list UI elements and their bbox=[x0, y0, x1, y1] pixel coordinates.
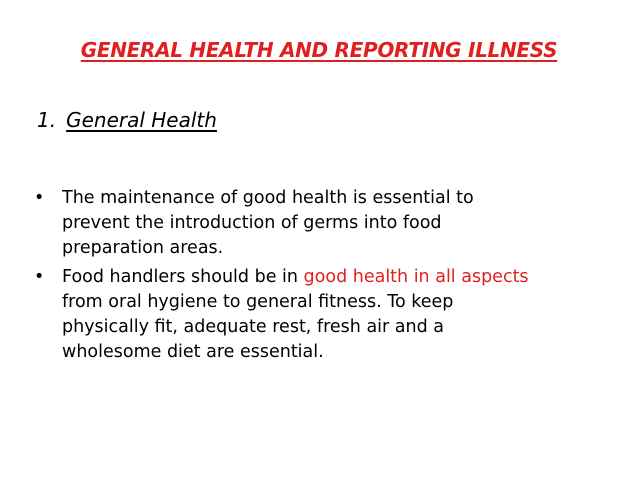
section-heading-label: General Health bbox=[66, 108, 217, 132]
bullet-line-text: Food handlers should be in bbox=[62, 267, 304, 287]
section-heading bbox=[37, 108, 217, 132]
bullet-line: The maintenance of good health is essential to bbox=[62, 188, 474, 208]
bullet-line: from oral hygiene to general fitness. To keep bbox=[62, 292, 454, 312]
bullet-item bbox=[34, 265, 624, 365]
slide-title: GENERAL HEALTH AND REPORTING ILLNESS bbox=[80, 38, 558, 62]
bullet-text bbox=[62, 186, 624, 261]
bullet-icon: • bbox=[34, 267, 45, 287]
bullet-item bbox=[34, 186, 624, 261]
bullet-list bbox=[34, 186, 624, 369]
bullet-line: wholesome diet are essential. bbox=[62, 342, 324, 362]
bullet-line: prevent the introduction of germs into food bbox=[62, 213, 442, 233]
bullet-text bbox=[62, 265, 624, 365]
bullet-line bbox=[62, 265, 624, 290]
section-number: 1. bbox=[37, 108, 57, 132]
bullet-icon: • bbox=[34, 188, 45, 208]
bullet-line: physically fit, adequate rest, fresh air and a bbox=[62, 317, 444, 337]
highlighted-text: good health in all aspects bbox=[303, 267, 529, 287]
bullet-line: preparation areas. bbox=[62, 238, 224, 258]
